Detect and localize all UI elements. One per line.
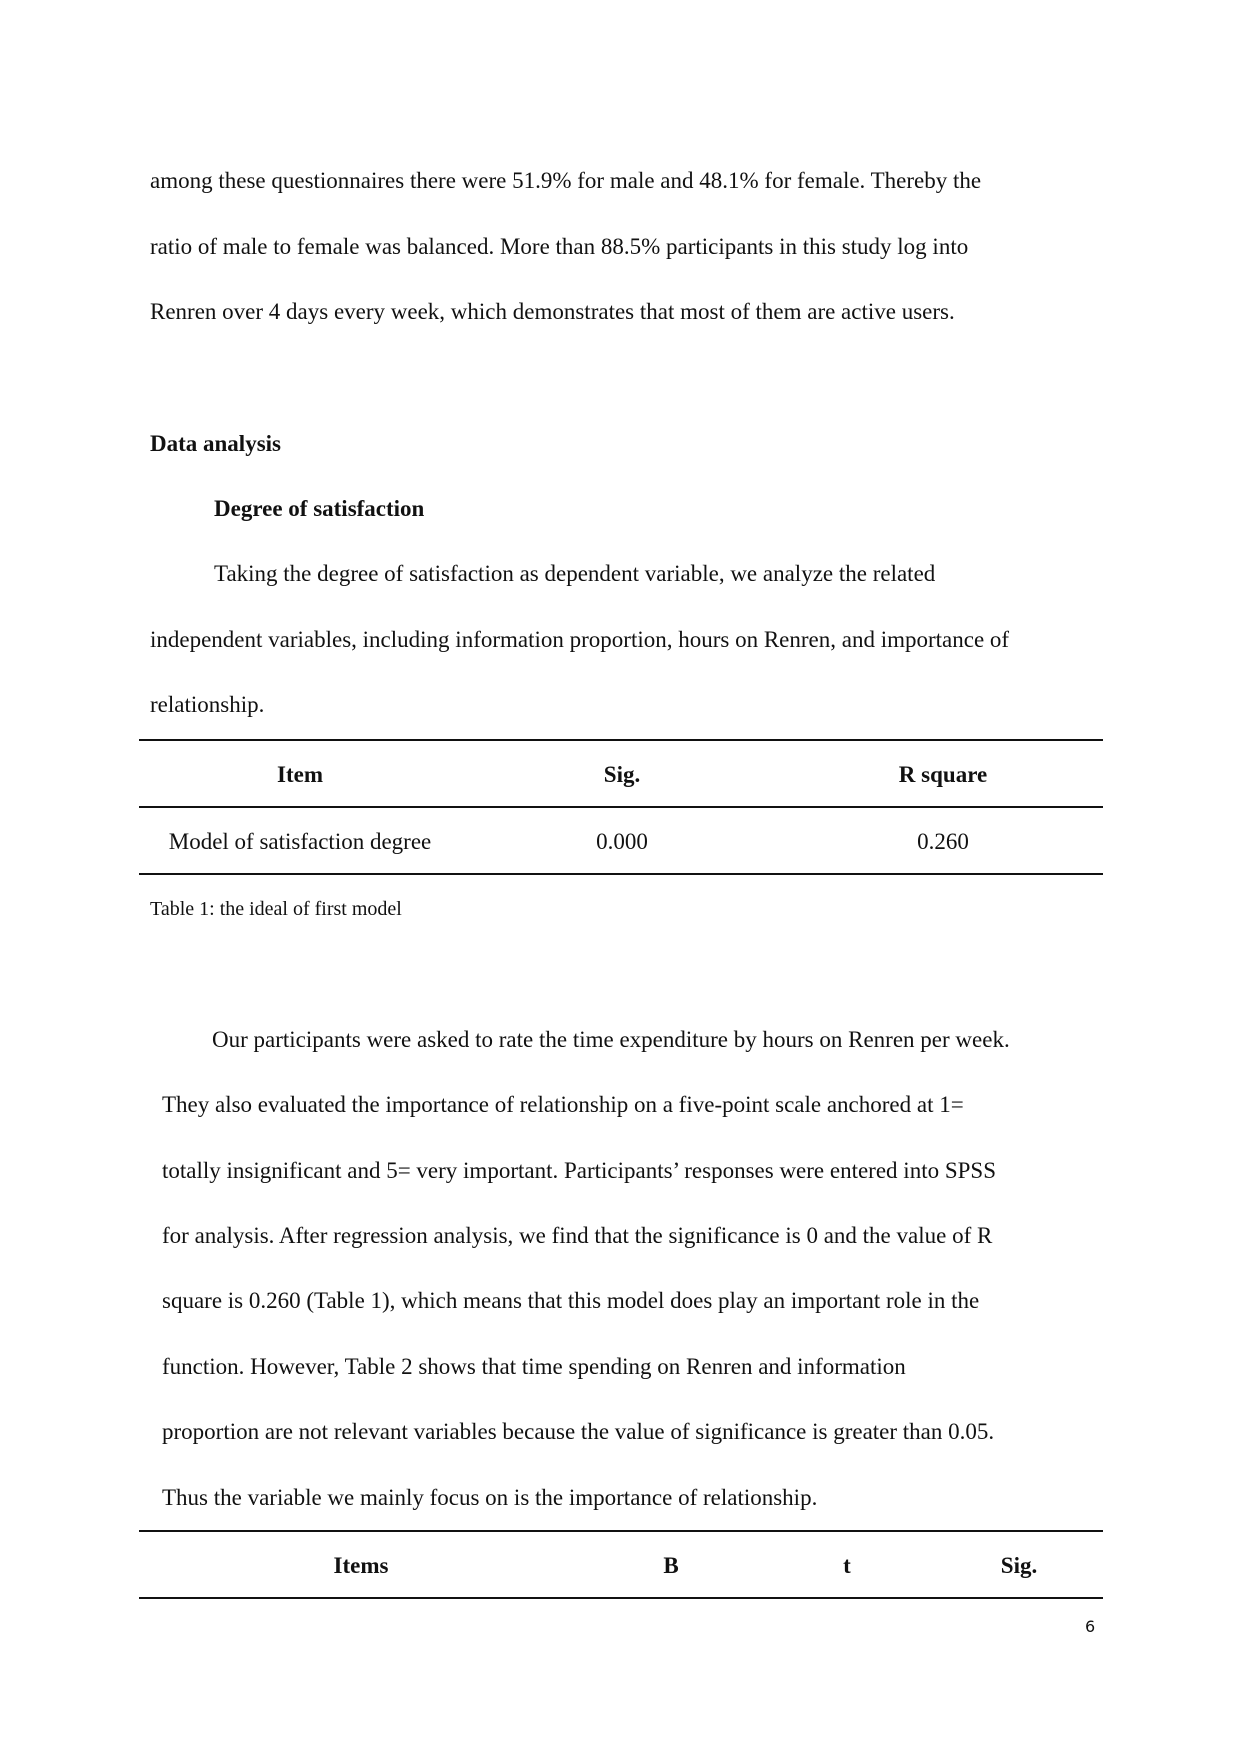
table-1-cell-sig: 0.000	[596, 829, 648, 854]
para2-line-3: totally insignificant and 5= very important. Participants’ responses were entered into SPSS	[162, 1158, 996, 1183]
table-2-header-rule	[139, 1597, 1103, 1599]
para2-line-5: square is 0.260 (Table 1), which means that this model does play an important role in the	[162, 1288, 980, 1313]
para1-line-1: Taking the degree of satisfaction as dependent variable, we analyze the related	[214, 561, 936, 586]
para1-line-2: independent variables, including information proportion, hours on Renren, and importance of	[150, 627, 1010, 652]
para2-line-6: function. However, Table 2 shows that time spending on Renren and information	[162, 1354, 906, 1379]
table-2-header-items: Items	[333, 1553, 389, 1578]
page-number: 6	[1085, 1617, 1096, 1636]
table-2-header-sig: Sig.	[1000, 1553, 1038, 1578]
table-1-bottom-rule	[139, 873, 1103, 875]
table-1-header-item: Item	[277, 762, 323, 787]
intro-line-2: ratio of male to female was balanced. More than 88.5% participants in this study log into	[150, 234, 969, 259]
para2-line-2: They also evaluated the importance of relationship on a five-point scale anchored at 1=	[162, 1092, 964, 1117]
para2-line-8: Thus the variable we mainly focus on is the importance of relationship.	[162, 1485, 818, 1510]
table-1-caption: Table 1: the ideal of first model	[150, 898, 402, 920]
table-1-header-sig: Sig.	[603, 762, 641, 787]
table-2-top-rule	[139, 1530, 1103, 1532]
table-1-cell-item: Model of satisfaction degree	[168, 829, 432, 854]
table-1-header-rsquare: R square	[898, 762, 988, 787]
table-2-header-b: B	[663, 1553, 679, 1578]
section-heading: Data analysis	[150, 431, 281, 456]
intro-line-1: among these questionnaires there were 51.9% for male and 48.1% for female. Thereby the	[150, 168, 982, 193]
subsection-heading: Degree of satisfaction	[214, 496, 425, 521]
table-1-cell-rsquare: 0.260	[917, 829, 969, 854]
intro-line-3: Renren over 4 days every week, which demonstrates that most of them are active users.	[150, 299, 955, 324]
para1-line-3: relationship.	[150, 692, 265, 717]
para2-line-7: proportion are not relevant variables because the value of significance is greater than 0.05.	[162, 1419, 995, 1444]
table-1-mid-rule	[139, 806, 1103, 808]
para2-line-4: for analysis. After regression analysis, we find that the significance is 0 and the value of R	[162, 1223, 993, 1248]
table-2-header-t: t	[843, 1553, 851, 1578]
para2-line-1: Our participants were asked to rate the time expenditure by hours on Renren per week.	[212, 1027, 1010, 1052]
table-1-top-rule	[139, 739, 1103, 741]
